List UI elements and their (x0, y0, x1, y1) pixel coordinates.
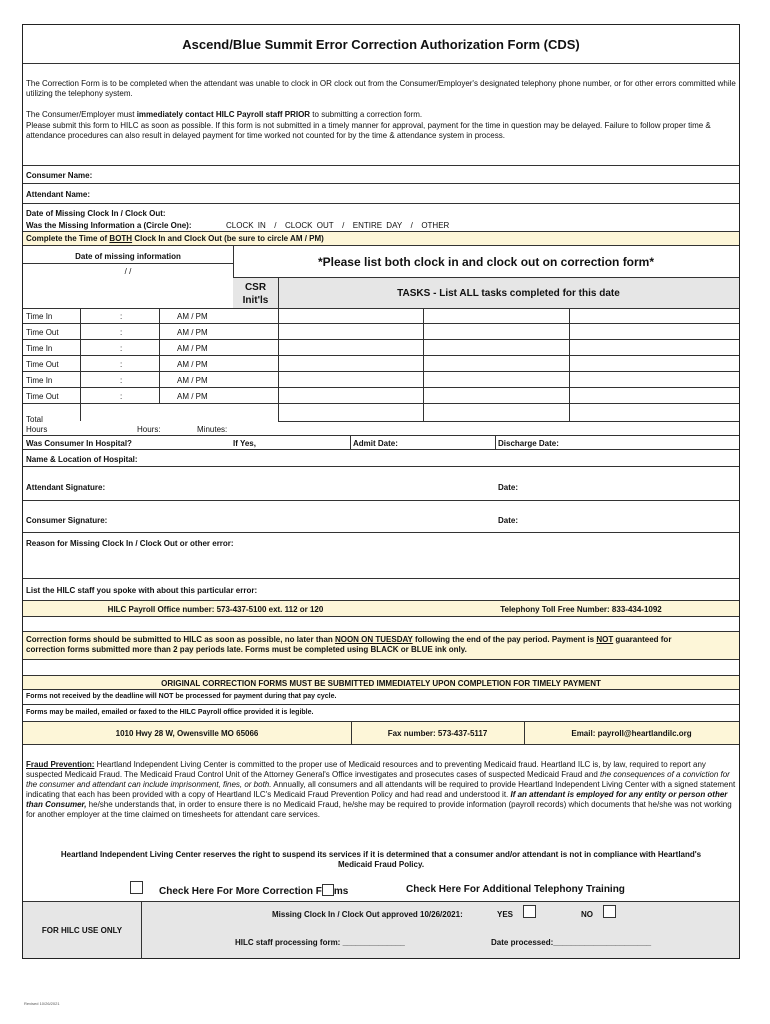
time-row-label: Time Out (26, 360, 59, 369)
yes-checkbox[interactable] (523, 905, 536, 918)
hospital-question: Was Consumer In Hospital? (26, 439, 132, 448)
intro-contact-paragraph: The Consumer/Employer must immediately contact HILC Payroll staff PRIOR to submitting a correction form. (26, 110, 423, 119)
hilc-use-only-label: FOR HILC USE ONLY (41, 926, 123, 935)
time-row-label: Time In (26, 376, 53, 385)
staff-processing-field[interactable]: HILC staff processing form: ______________ (235, 938, 405, 947)
time-row-label: Time Out (26, 328, 59, 337)
no-label: NO (581, 910, 593, 919)
no-checkbox[interactable] (603, 905, 616, 918)
consumer-signature-date: Date: (498, 516, 519, 525)
hours-label-left: Hours (26, 425, 48, 434)
time-row[interactable] (23, 340, 739, 356)
consumer-signature-label: Consumer Signature: (26, 516, 108, 525)
date-processed-field[interactable]: Date processed:______________________ (491, 938, 652, 947)
correction-deadline-note: Correction forms should be submitted to HILC as soon as possible, no later than NOON ON TUESDAY following the end of the pay period. Payment is NOT guaranteed for correction forms submitted more than 2 pay periods late. Forms must be completed using BLACK or BLUE ink only. (26, 635, 672, 654)
email-address[interactable]: Email: payroll@heartlandilc.org (571, 729, 692, 738)
time-row-label: Time In (26, 344, 53, 353)
fraud-prevention-paragraph: Fraud Prevention: Heartland Independent Living Center is committed to the proper use of Medicaid resources and to preventing Medicaid fraud. Heartland ILC is, by law, required to report any suspected Medicaid Fraud. The Medicaid Fraud Control Unit of the Attorney General's Office investigates and prosecutes cases of suspected Medicaid Fraud and the consequences of a conviction for the consumer and attendant can include imprisonment, fines, or both. Annually, all consumers and all attendants will be required to provide Heartland Independent Living Center with a signed statement indicating that each has been provided with a copy of Heartland ILC's Medicaid Fraud Prevention Policy and had read and understood it. If an attendant is employed for any entity or person other than Consumer, he/she understands that, in order to ensure there is no Medicaid Fraud, he/she may be required to provide information (payroll records) which documents that he/she was not working for another employer at the time claimed on timesheets for attendant care services. (26, 760, 736, 819)
time-row[interactable] (23, 372, 739, 388)
time-row-label: Time Out (26, 392, 59, 401)
missing-info-label: Was the Missing Information a (Circle One): (26, 221, 192, 230)
time-row-colon: : (120, 312, 123, 321)
time-row-ampm[interactable]: AM / PM (177, 376, 208, 385)
date-info-label: Date of missing information (75, 252, 181, 261)
additional-training-label: Check Here For Additional Telephony Training (406, 884, 625, 895)
revision-footer: Revised 10/26/2021 (24, 1001, 60, 1006)
date-missing-label: Date of Missing Clock In / Clock Out: (26, 209, 166, 218)
office-address: 1010 Hwy 28 W, Owensville MO 65066 (115, 729, 259, 738)
time-row-colon: : (120, 344, 123, 353)
consumer-name-label: Consumer Name: (26, 171, 93, 180)
intro-submit-paragraph: Please submit this form to HILC as soon as possible. If this form is not submitted in a timely manner for approval, payment for the time in question may be delayed. Failure to follow proper time & attendance procedures can also result in delayed payment for time worked not counted for by the time & attendance system in process. (26, 121, 711, 140)
tasks-label: TASKS - List ALL tasks completed for this date (397, 288, 620, 299)
initials-label: Init'ls (242, 295, 269, 306)
more-forms-inline-box[interactable] (322, 884, 334, 896)
attendant-name-label: Attendant Name: (26, 190, 91, 199)
missing-info-options[interactable]: CLOCK IN / CLOCK OUT / ENTIRE DAY / OTHER (226, 221, 450, 230)
reason-label: Reason for Missing Clock In / Clock Out or other error: (26, 539, 234, 548)
time-row-ampm[interactable]: AM / PM (177, 344, 208, 353)
original-forms-note: ORIGINAL CORRECTION FORMS MUST BE SUBMITTED IMMEDIATELY UPON COMPLETION FOR TIMELY PAYMENT (161, 679, 601, 688)
reserve-rights-note: Heartland Independent Living Center reserves the right to suspend its services if it is determined that a consumer and/or attendant is not in compliance with Heartland's Medicaid Fraud Policy. (60, 850, 702, 869)
total-label: Total (26, 415, 43, 424)
time-row-colon: : (120, 376, 123, 385)
mailed-note: Forms may be mailed, emailed or faxed to the HILC Payroll office provided it is legible. (26, 709, 314, 716)
hospital-name-label: Name & Location of Hospital: (26, 455, 138, 464)
complete-times-note: Complete the Time of BOTH Clock In and Clock Out (be sure to circle AM / PM) (26, 234, 324, 243)
time-row[interactable] (23, 308, 739, 324)
time-row-colon: : (120, 328, 123, 337)
time-row-ampm[interactable]: AM / PM (177, 312, 208, 321)
yes-label: YES (497, 910, 514, 919)
if-yes-label: If Yes, (233, 439, 256, 448)
time-row-colon: : (120, 360, 123, 369)
time-row-label: Time In (26, 312, 53, 321)
form-title: Ascend/Blue Summit Error Correction Authorization Form (CDS) (182, 37, 580, 52)
admit-date-label: Admit Date: (353, 439, 398, 448)
intro-paragraph: The Correction Form is to be completed when the attendant was unable to clock in OR clock out from the Consumer/Employer's designated telephony phone number, or for other errors committed while utilizing the telephony system. (26, 79, 736, 98)
time-row-ampm[interactable]: AM / PM (177, 392, 208, 401)
time-row-ampm[interactable]: AM / PM (177, 360, 208, 369)
toll-free-number: Telephony Toll Free Number: 833-434-1092 (500, 605, 662, 614)
attendant-signature-date: Date: (498, 483, 519, 492)
payroll-office-number: HILC Payroll Office number: 573-437-5100 ext. 112 or 120 (107, 605, 324, 614)
hours-field-label: Hours: (137, 425, 161, 434)
time-row[interactable] (23, 388, 739, 404)
time-row-ampm[interactable]: AM / PM (177, 328, 208, 337)
correction-form (22, 24, 740, 959)
fax-number: Fax number: 573-437-5117 (387, 729, 488, 738)
discharge-date-label: Discharge Date: (498, 439, 559, 448)
date-info-slashes[interactable]: / / (124, 267, 132, 276)
more-forms-checkbox[interactable] (130, 881, 143, 894)
attendant-signature-label: Attendant Signature: (26, 483, 106, 492)
more-forms-label: Check Here For More Correction F ms (159, 886, 349, 897)
please-list-note: *Please list both clock in and clock out on correction form* (317, 255, 655, 269)
divider (23, 63, 739, 64)
approved-label: Missing Clock In / Clock Out approved 10/26/2021: (272, 910, 463, 919)
minutes-field-label: Minutes: (197, 425, 228, 434)
hilc-staff-label: List the HILC staff you spoke with about this particular error: (26, 586, 258, 595)
time-row-colon: : (120, 392, 123, 401)
csr-label: CSR (244, 282, 267, 293)
time-row[interactable] (23, 324, 739, 340)
deadline-note: Forms not received by the deadline will NOT be processed for payment during that pay cycle. (26, 693, 337, 700)
time-row[interactable] (23, 356, 739, 372)
